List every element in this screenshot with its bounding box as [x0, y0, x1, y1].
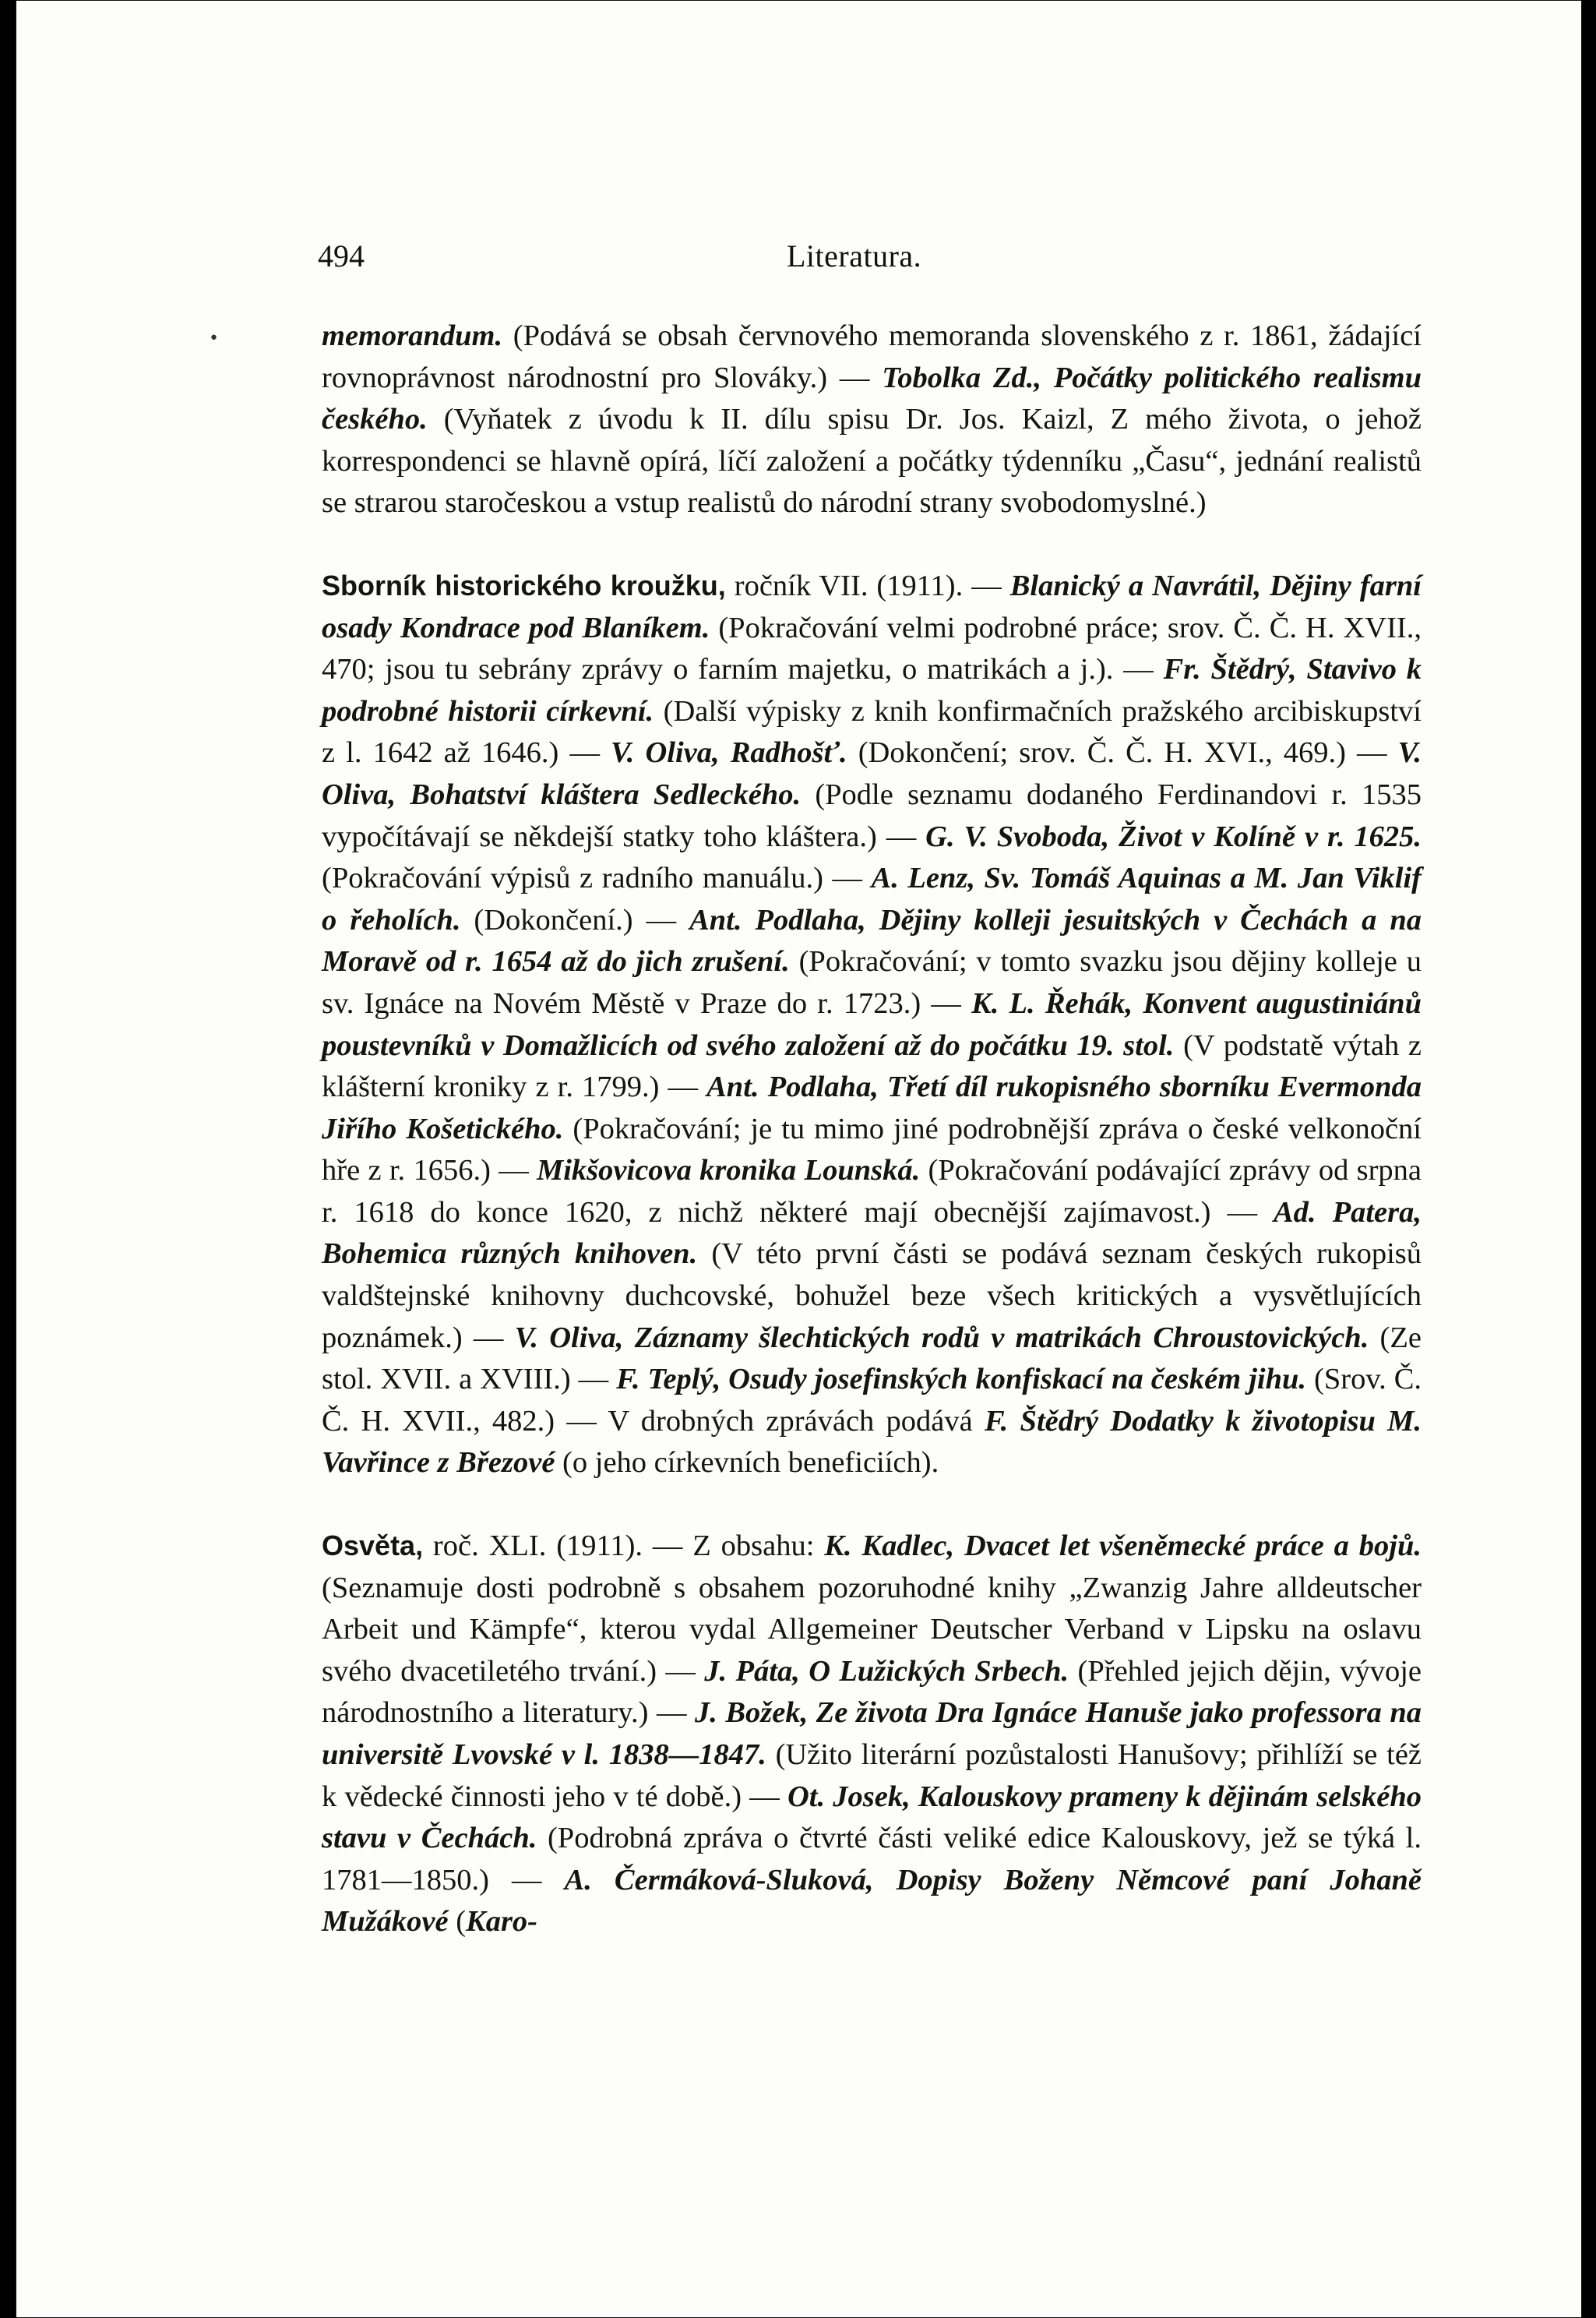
paragraph-osveta	[322, 1525, 1422, 1943]
text-run: ročník VII. (1911). —	[725, 569, 1010, 602]
italic-citation: Ad. Patera, Bohemica různých knihoven.	[322, 1195, 1422, 1271]
text-run: (Další výpisky z knih konfirmačních pražského arcibiskupství z l. 1642 až 1646.) —	[322, 694, 1422, 770]
text-run: roč. XLI. (1911). — Z obsahu:	[423, 1529, 825, 1563]
text-run: (Užito literární pozůstalosti Hanušovy; přihlíží se též k vědecké činnosti jeho v té době.) —	[322, 1738, 1422, 1813]
italic-citation: Blanický a Navrátil, Dějiny farní osady Kondrace pod Blaníkem.	[322, 569, 1422, 644]
text-run: (Pokračování; v tomto svazku jsou dějiny kolleje u sv. Ignáce na Novém Městě v Praze do r. 1723.) —	[322, 945, 1422, 1020]
italic-citation: G. V. Svoboda, Život v Kolíně v r. 1625.	[925, 820, 1422, 853]
text-run: (Dokončení.) —	[460, 903, 690, 937]
text-run: (Ze stol. XVII. a XVIII.) —	[322, 1321, 1422, 1396]
text-run: (	[448, 1905, 467, 1939]
italic-citation: A. Lenz, Sv. Tomáš Aquinas a M. Jan Viklif o řeholích.	[322, 862, 1422, 937]
main-text	[322, 316, 1422, 1943]
running-head: Literatura.	[787, 238, 922, 273]
text-run: (Podává se obsah červnového memoranda slovenského z r. 1861, žádající rovnoprávnost národnostní pro Slováky.) —	[322, 319, 1422, 394]
italic-citation: Fr. Štědrý, Stavivo k podrobné historii církevní.	[322, 653, 1422, 728]
text-run: (Pokračování podávající zprávy od srpna r. 1618 do konce 1620, z nichž některé mají obecnější zajímavost.) —	[322, 1154, 1422, 1229]
italic-citation: Ot. Josek, Kalouskovy prameny k dějinám selského stavu v Čechách.	[322, 1780, 1422, 1855]
italic-citation: Mikšovicova kronika Lounská.	[537, 1154, 921, 1187]
italic-citation: J. Božek, Ze života Dra Ignáce Hanuše jako professora na universitě Lvovské v l. 1838—1847.	[322, 1696, 1422, 1771]
text-run: (Podle seznamu dodaného Ferdinandovi r. 1535 vypočítávají se někdejší statky toho kláštera.) —	[322, 778, 1422, 853]
text-run: (V této první části se podává seznam českých rukopisů valdštejnské knihovny duchcovské, bohužel beze všech kritických a vysvětlujících poznámek.) —	[322, 1237, 1422, 1354]
paragraph-sbornik	[322, 565, 1422, 1484]
text-run: (Podrobná zpráva o čtvrté části veliké edice Kalouskovy, jež se týká l. 1781—1850.) —	[322, 1822, 1422, 1896]
text-run: (o jeho církevních beneficiích).	[555, 1446, 939, 1480]
italic-citation: F. Štědrý Dodatky k životopisu M. Vavřince z Březové	[322, 1404, 1422, 1480]
italic-citation: K. Kadlec, Dvacet let všeněmecké práce a bojů.	[824, 1529, 1422, 1563]
italic-citation: F. Teplý, Osudy josefinských konfiskací na českém jihu.	[616, 1363, 1307, 1396]
document-page	[16, 0, 1582, 2318]
paragraph-memorandum	[322, 316, 1422, 524]
text-run: (Pokračování velmi podrobné práce; srov. Č. Č. H. XVII., 470; jsou tu sebrány zprávy o farním majetku, o matrikách a j.). —	[322, 611, 1422, 686]
text-run: (Přehled jejich dějin, vývoje národnostního a literatury.) —	[322, 1654, 1422, 1730]
text-run: (V podstatě výtah z klášterní kroniky z r. 1799.) —	[322, 1028, 1422, 1104]
italic-citation: A. Čermáková-Sluková, Dopisy Boženy Němcové paní Johaně Mužákové	[322, 1863, 1422, 1939]
periodical-title: Osvěta,	[322, 1529, 424, 1562]
text-run: (Vyňatek z úvodu k II. dílu spisu Dr. Jos. Kaizl, Z mého života, o jehož korrespondenci se hlavně opírá, líčí založení a počátky týdenníku „Času“, jednání realistů se strarou staročeskou a vstup realistů do národní strany svobodomyslné.)	[322, 403, 1422, 520]
page-number: 494	[318, 238, 365, 273]
italic-citation: Ant. Podlaha, Dějiny kolleji jesuitských v Čechách a na Moravě od r. 1654 až do jich zrušení.	[322, 903, 1422, 979]
text-run: (Pokračování výpisů z radního manuálu.) —	[322, 862, 872, 895]
italic-citation: Karo-	[466, 1905, 537, 1939]
italic-citation: Ant. Podlaha, Třetí díl rukopisného sborníku Evermonda Jiřího Košetického.	[322, 1071, 1422, 1145]
text-run: (Srov. Č. Č. H. XVII., 482.) — V drobných zprávách podává	[322, 1363, 1422, 1438]
text-run: (Seznamuje dosti podrobně s obsahem pozoruhodné knihy „Zwanzig Jahre alldeutscher Arbeit und Kämpfe“, kterou vydal Allgemeiner Deutscher Verband v Lipsku na oslavu svého dvacetiletého trvání.) —	[322, 1571, 1422, 1688]
periodical-title: Sborník historického kroužku,	[322, 569, 726, 602]
margin-mark: •	[209, 329, 219, 348]
text-run: (Dokončení; srov. Č. Č. H. XVI., 469.) —	[847, 736, 1398, 770]
italic-citation: K. L. Řehák, Konvent augustiniánů poustevníků v Domažlicích od svého založení až do počátku 19. stol.	[322, 986, 1422, 1062]
italic-citation: J. Páta, O Lužických Srbech.	[704, 1654, 1069, 1688]
italic-citation: V. Oliva, Radhošť.	[611, 736, 847, 770]
italic-citation: Tobolka Zd., Počátky politického realismu českého.	[322, 361, 1422, 436]
page-header	[16, 238, 1582, 284]
text-run: (Pokračování; je tu mimo jiné podrobnější zpráva o české velkonoční hře z r. 1656.) —	[322, 1112, 1422, 1187]
italic-citation: memorandum.	[322, 319, 503, 352]
italic-citation: V. Oliva, Záznamy šlechtických rodů v matrikách Chroustovických.	[514, 1321, 1369, 1354]
italic-citation: V. Oliva, Bohatství kláštera Sedleckého.	[322, 736, 1422, 811]
